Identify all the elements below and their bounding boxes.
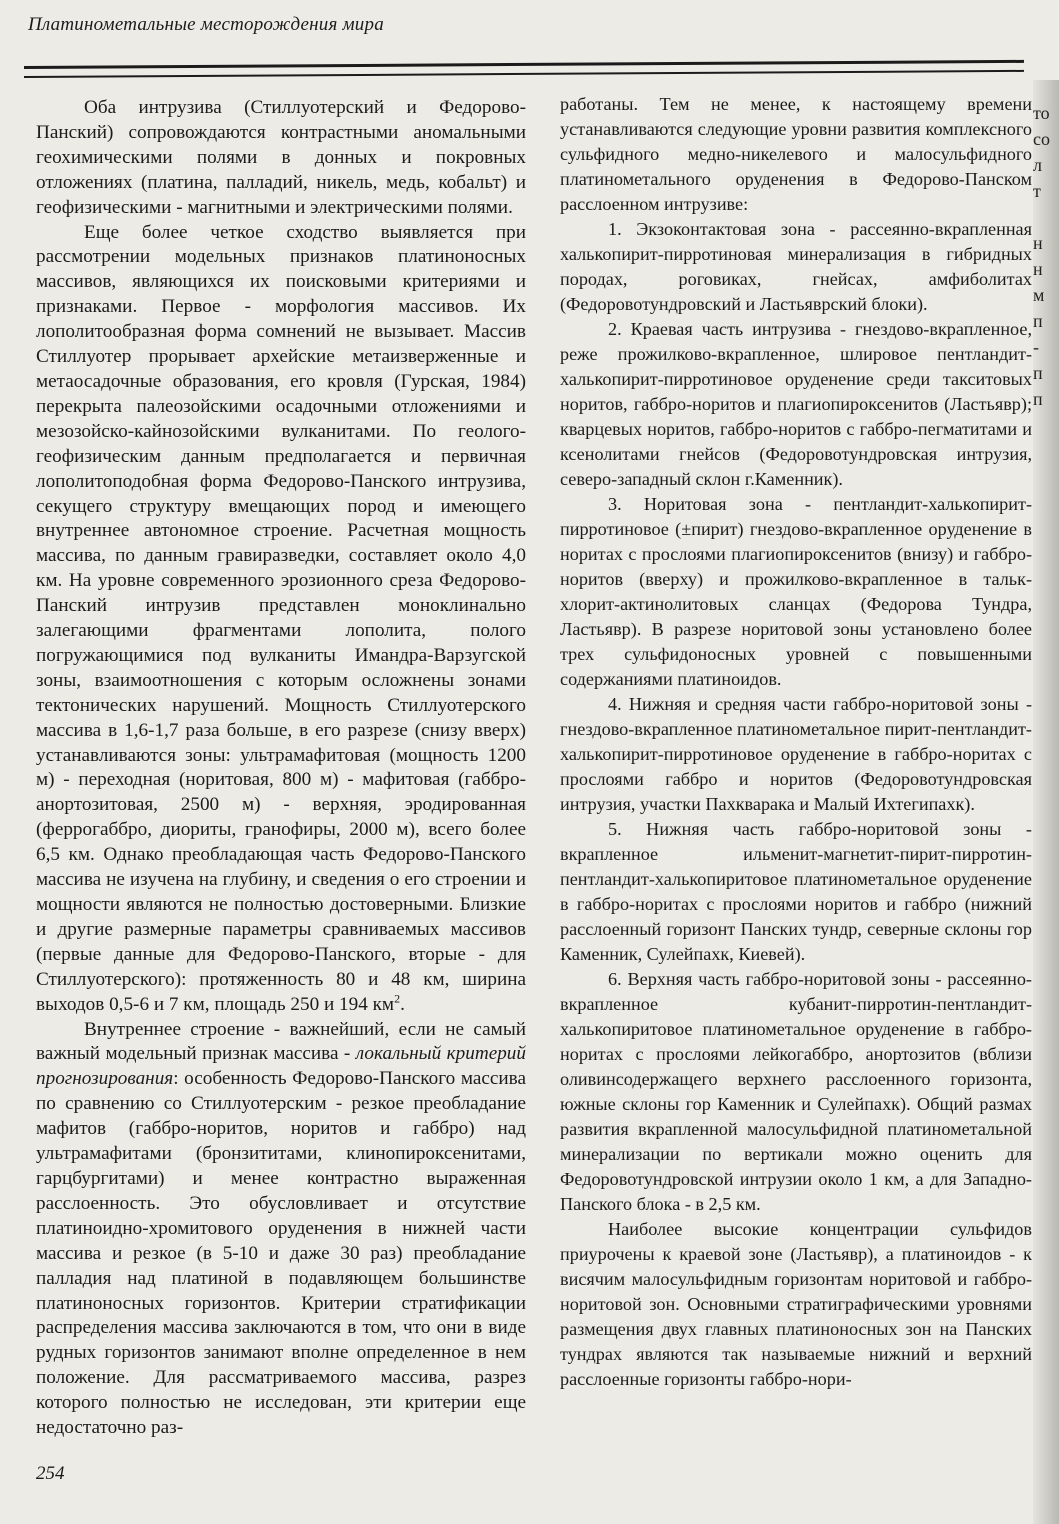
next-page-edge-text: то со л т н н м п - п п bbox=[1033, 103, 1050, 409]
list-item: 5. Нижняя часть габбро-норитовой зоны - вкрапленное ильменит-магнетит-пирит-пирротин-пентландит-халькопиритовое платинометальное оруденение в габбро-норитах с прослоями норитов и габбро (нижний расслоенный горизонт Панских тундр, северные склоны гор Каменник, Сулейпахк, Киевей). bbox=[560, 819, 1032, 964]
header-rule-thick bbox=[24, 60, 1024, 69]
paragraph: Оба интрузива (Стиллуотерский и Федорово-Панский) сопровождаются контрастными аномальными геохимическими полями в донных и покровных отложениях (платина, палладий, никель, медь, кобальт) и геофизическими - магнитными и электрическими полями. bbox=[36, 97, 526, 218]
emphasis: локальный критерий прогнозирования bbox=[36, 1043, 526, 1090]
paragraph: работаны. Тем не менее, к настоящему времени устанавливаются следующие уровни развития комплексного сульфидного медно-никелевого и малосульфидного платинометального оруденения в Федорово-Панском расслоенном интрузиве: bbox=[560, 94, 1032, 214]
paragraph: Наиболее высокие концентрации сульфидов приурочены к краевой зоне (Ластьявр), а платиноидов - к висячим малосульфидным горизонтам норитовой и габбро-норитовой зон. Основными стратиграфическими уровнями размещения двух главных платиноносных зон на Панских тундрах являются так называемые нижний и верхний расслоенные горизонты габбро-нори- bbox=[560, 1219, 1032, 1389]
right-column bbox=[560, 92, 1032, 1392]
list-item: 4. Нижняя и средняя части габбро-норитовой зоны - гнездово-вкрапленное платинометальное пирит-пентландит-халькопирит-пирротиновое оруденение в габбро-норитах с прослоями габбро и норитов (Федоровотундровская интрузия, участки Пахкварака и Малый Ихтегипахк). bbox=[560, 694, 1032, 814]
list-item: 1. Экзоконтактовая зона - рассеянно-вкрапленная халькопирит-пирротиновая минерализация в гибридных породах, роговиках, гнейсах, амфиболитах (Федоровотундровский и Ластьяврский блоки). bbox=[560, 219, 1032, 314]
header-rule-thin bbox=[24, 70, 1024, 78]
list-item: 6. Верхняя часть габбро-норитовой зоны - рассеянно-вкрапленное кубанит-пирротин-пентландит-халькопиритовое платинометальное оруденение в габбро-норитах с прослоями лейкогаббро, анортозитов (вблизи оливинсодержащего верхнего расслоенного горизонта, южные склоны гор Каменник и Сулейпахк). Общий размах развития вкрапленной малосульфидной платинометальной минерализации по вертикали можно оценить для Федоровотундровской интрузии около 1 км, а для Западно-Панского блока - в 2,5 км. bbox=[560, 969, 1032, 1214]
list-item: 3. Норитовая зона - пентландит-халькопирит-пирротиновое (±пирит) гнездово-вкрапленное оруденение в норитах с прослоями плагиопироксенитов (внизу) и габбро-норитов (вверху) и прожилково-вкрапленное в тальк-хлорит-актинолитовых сланцах (Федорова Тундра, Ластьявр). В разрезе норитовой зоны установлено более трех сульфидоносных уровней с повышенными содержаниями платиноидов. bbox=[560, 494, 1032, 689]
paragraph: Еще более четкое сходство выявляется при рассмотрении модельных признаков платиноносных массивов, являющихся их поисковыми критериями и признаками. Первое - морфология массивов. Их лополитообразная форма сомнений не вызывает. Массив Стиллуотер прорывает архейские метаизверженные и метаосадочные образования, его кровля (Гурская, 1984) перекрыта палеозойскими осадочными отложениями и мезозойско-кайнозойскими вулканитами. По геолого-геофизическим данным предполагается и первичная лополитоподобная форма Федорово-Панского интрузива, секущего структуру вмещающих пород и имеющего внутреннее автономное строение. Расчетная мощность массива, по данным гравиразведки, составляет около 4,0 км. На уровне современного эрозионного среза Федорово-Панский интрузив представлен моноклинально залегающими фрагментами лополита, полого погружающимися под вулканиты Имандра-Варзугской зоны, взаимоотношения с которым осложнены зонами тектонических нарушений. Мощность Стиллуотерского массива в 1,6-1,7 раза больше, в его разрезе (снизу вверх) устанавливаются зоны: ультрамафитовая (мощность 1200 м) - переходная (норитовая, 800 м) - мафитовая (габбро-анортозитовая, 2500 м) - верхняя, эродированная (феррогаббро, диориты, гранофиры, 2000 м), всего более 6,5 км. Однако преобладающая часть Федорово-Панского массива не изучена на глубину, и сведения о его строении и мощности являются не полностью достоверными. Близкие и другие размерные параметры сравниваемых массивов (первые данные для Федорово-Панского, вторые - для Стиллуотерского): протяженность 80 и 48 км, ширина выходов 0,5-6 и 7 км, площадь 250 и 194 $км^2$. bbox=[36, 221, 526, 1015]
running-header: Платинометальные месторождения мира bbox=[28, 14, 384, 35]
page-number: 254 bbox=[36, 1463, 65, 1484]
left-column bbox=[36, 96, 526, 1441]
list-item: 2. Краевая часть интрузива - гнездово-вкрапленное, реже прожилково-вкрапленное, шлировое пентландит-халькопирит-пирротиновое оруденение среди такситовых норитов, габбро-норитов и плагиопироксенитов (Ластьявр); кварцевых норитов, габбро-норитов с габбро-пегматитами и ксенолитами гнейсов (Федоровотундровская интрузия, северо-западный склон г.Каменник). bbox=[560, 319, 1032, 489]
paragraph: Внутреннее строение - важнейший, если не самый важный модельный признак массива - локальный критерий прогнозирования: особенность Федорово-Панского массива по сравнению со Стиллуотерским - резкое преобладание мафитов (габбро-норитов, норитов и габбро) над ультрамафитами (бронзититами, клинопироксенитами, гарцбургитами) и менее контрастно выраженная расслоенность. Это обусловливает и отсутствие платиноидно-хромитового оруденения в нижней части массива и резкое (в 5-10 и даже 30 раз) преобладание палладия над платиной в подавляющем большинстве платиноносных горизонтов. Критерии стратификации распределения массива заключаются в том, что они в виде рудных горизонтов занимают вполне определенное в нем положение. Для рассматриваемого массива, разрез которого полностью не исследован, эти критерии еще недостаточно раз- bbox=[36, 1018, 526, 1439]
